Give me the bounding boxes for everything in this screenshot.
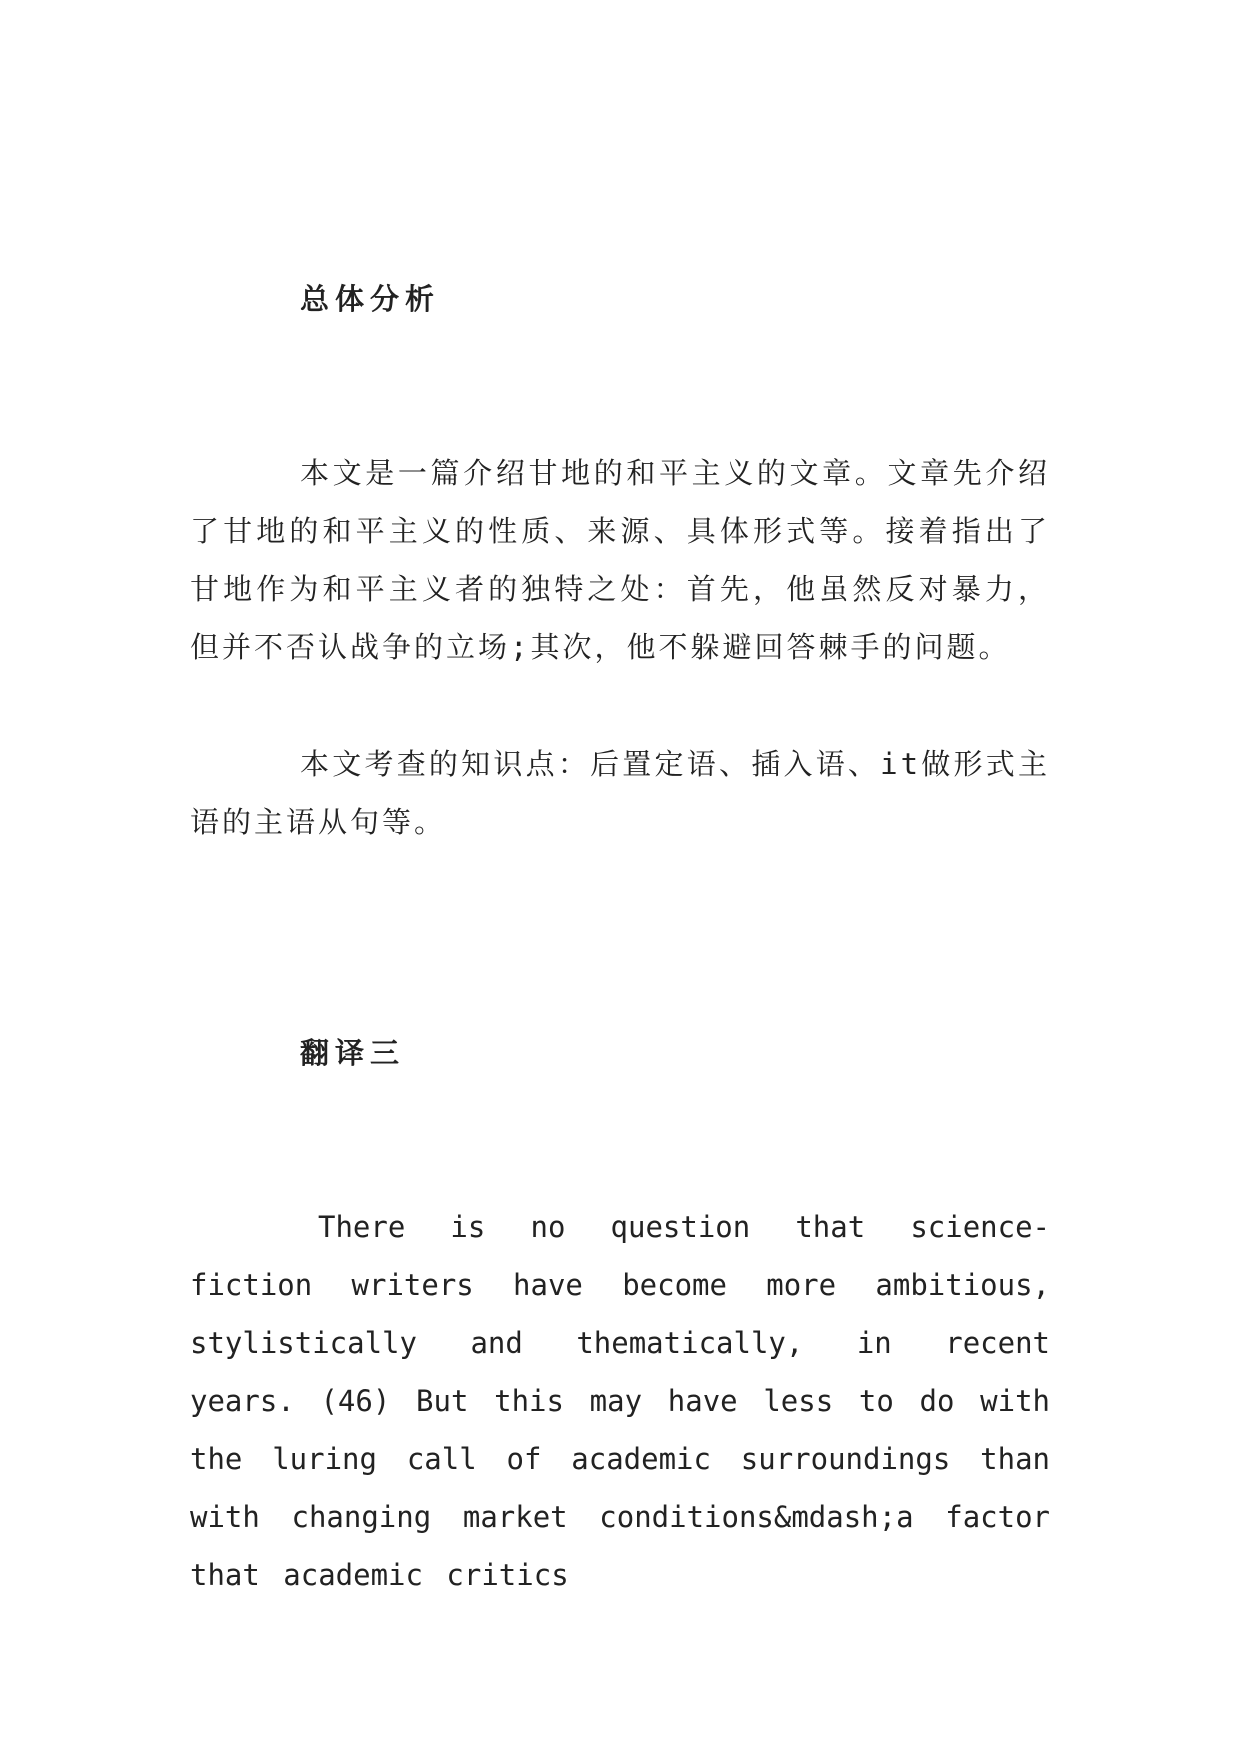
- english-passage-paragraph: There is no question that science-fiction writers have become more ambitious, stylistically and thematically, in recent years. (46) But this may have less to do with the luring call of academic surroundings than with changing market conditions&mdash;a factor that academic critics: [190, 1210, 1050, 1592]
- analysis-paragraph: 本文是一篇介绍甘地的和平主义的文章。文章先介绍了甘地的和平主义的性质、来源、具体形式等。接着指出了甘地作为和平主义者的独特之处：首先，他虽然反对暴力，但并不否认战争的立场;其次，他不躲避回答棘手的问题。: [190, 456, 1050, 664]
- knowledge-points-paragraph: 本文考查的知识点：后置定语、插入语、it做形式主语的主语从句等。: [190, 747, 1050, 839]
- section-heading-overall-analysis: 总体分析: [300, 282, 441, 316]
- section-heading-translation-three: 翻译三: [300, 1036, 406, 1070]
